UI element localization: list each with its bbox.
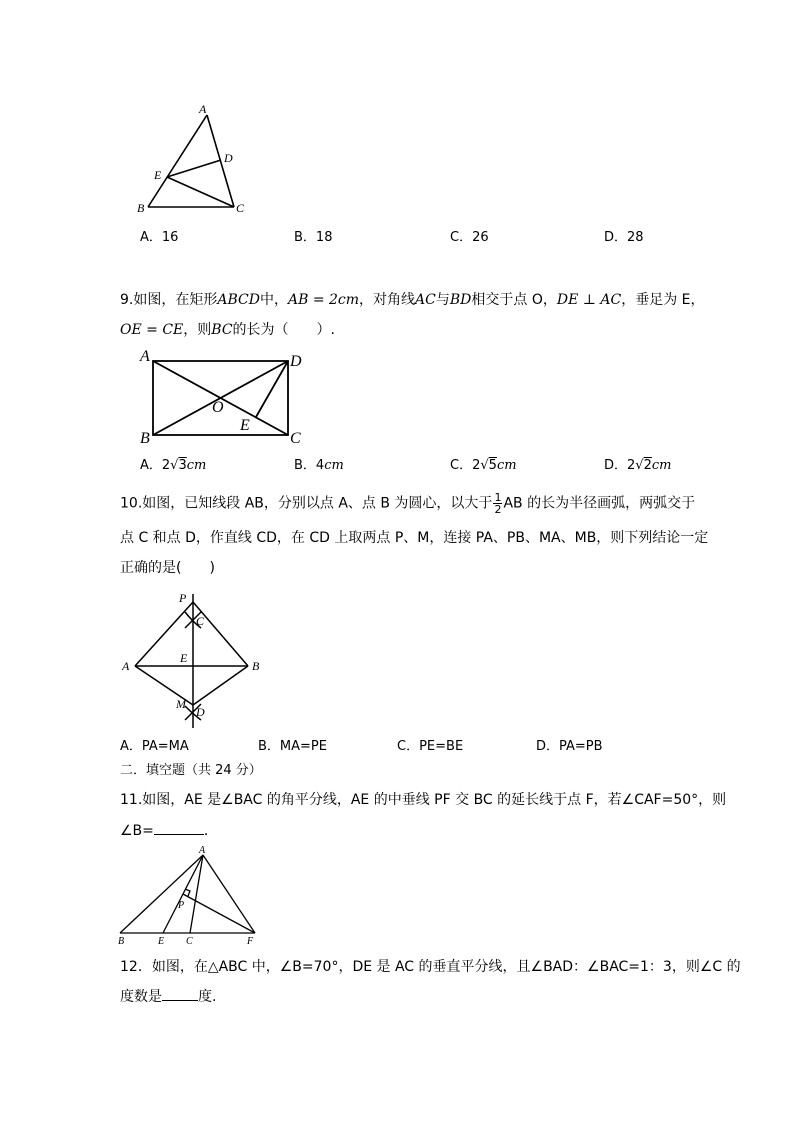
q9-stem-line1: 9.如图，在矩形ABCD中，AB = 2cm，对角线AC与BD相交于点 O，DE ⊥ AC，垂足为 E，: [120, 292, 705, 308]
q10-stem-line2: 点 C 和点 D，作直线 CD，在 CD 上取两点 P、M，连接 PA、PB、MA、MB，则下列结论一定: [120, 530, 709, 546]
q8-option-d: D．28: [604, 230, 644, 245]
q10-option-b: B．MA=PE: [258, 739, 327, 754]
q8-option-a: A．16: [140, 230, 179, 245]
q8-option-c: C．26: [450, 230, 489, 245]
q10-option-c: C．PE=BE: [397, 739, 464, 754]
q8-label-b: B: [137, 201, 145, 215]
q11-label-f: F: [247, 936, 254, 947]
q9-label-d: D: [290, 353, 302, 370]
q8-label-a: A: [199, 102, 207, 116]
q8-label-d: D: [224, 151, 233, 165]
q12-stem-line1: 12．如图，在△ABC 中，∠B=70°，DE 是 AC 的垂直平分线，且∠BAD：∠BAC=1：3，则∠C 的: [120, 959, 741, 975]
q10-label-b: B: [252, 659, 260, 673]
q9-option-a: A．2√3cm: [140, 458, 207, 473]
q11-stem-line1: 11.如图，AE 是∠BAC 的角平分线，AE 的中垂线 PF 交 BC 的延长线于点 F，若∠CAF=50°，则: [120, 792, 727, 808]
q8-option-b: B．18: [294, 230, 333, 245]
q11-label-b: B: [118, 936, 125, 947]
fraction-one-half: $\frac{1}{2}$: [494, 491, 502, 516]
q9-option-b: B．4cm: [294, 458, 344, 473]
q9-label-a: A: [140, 348, 150, 365]
q9-stem-line2: OE = CE，则BC的长为（ ）.: [120, 322, 335, 338]
q9-label-e: E: [240, 417, 250, 434]
q10-label-c: C: [196, 614, 205, 628]
q10-stem-line1: 10.如图，已知线段 AB，分别以点 A、点 B 为圆心，以大于 $\frac{1}{2}$ AB 的长为半径画弧，两弧交于: [120, 491, 696, 516]
q11-label-p: P: [178, 900, 185, 911]
q9-label-b: B: [140, 430, 150, 447]
q10-label-e: E: [180, 651, 188, 665]
q10-option-a: A．PA=MA: [120, 739, 189, 754]
q11-label-e: E: [158, 936, 165, 947]
q9-label-c: C: [290, 430, 301, 447]
q10-option-d: D．PA=PB: [536, 739, 603, 754]
q12-answer-blank[interactable]: [162, 1000, 198, 1001]
q9-option-d: D．2√2cm: [604, 458, 672, 473]
q9-option-c: C．2√5cm: [450, 458, 517, 473]
q9-label-o: O: [212, 399, 224, 416]
q10-label-d: D: [196, 705, 205, 719]
q11-stem-line2: ∠B= ．: [120, 823, 218, 839]
section-heading-fill-in: 二．填空题（共 24 分）: [120, 763, 262, 778]
q10-stem-line3: 正确的是( ): [120, 560, 215, 576]
q8-label-c: C: [236, 201, 245, 215]
q10-label-p: P: [179, 591, 187, 605]
q8-label-e: E: [154, 168, 162, 182]
q11-label-c: C: [186, 936, 193, 947]
q10-label-a: A: [122, 659, 130, 673]
q10-label-m: M: [176, 697, 186, 711]
q12-stem-line2: 度数是 度.: [120, 989, 217, 1005]
q11-label-a: A: [199, 845, 206, 856]
